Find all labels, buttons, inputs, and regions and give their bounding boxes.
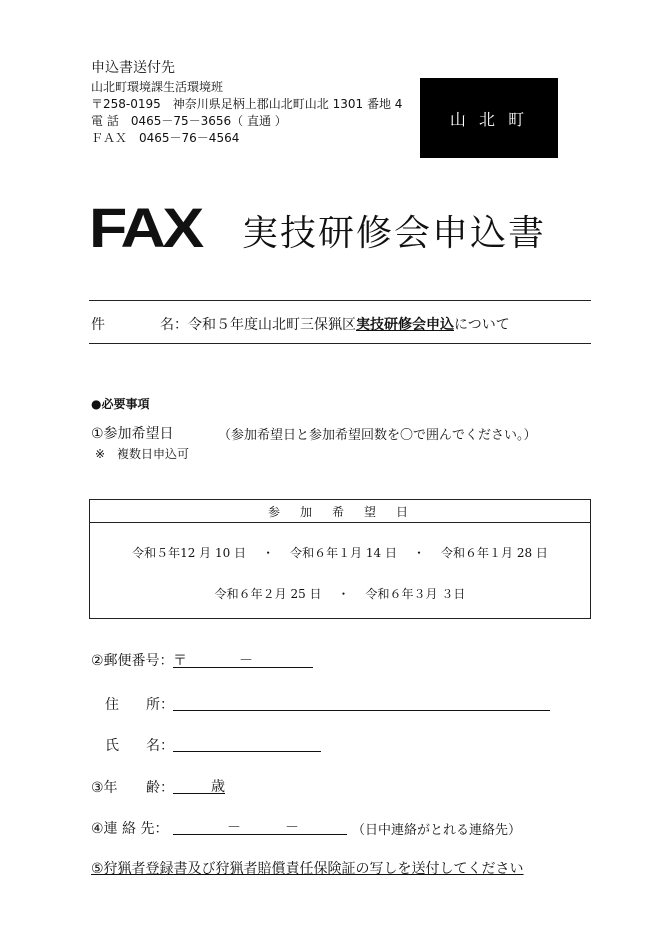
item1-sub: ※ 複数日申込可 bbox=[95, 447, 190, 461]
address-field[interactable] bbox=[173, 693, 550, 711]
subject-prefix: 令和５年度山北町三保猟区 bbox=[188, 317, 356, 333]
contact-label: ④連 絡 先： bbox=[91, 821, 169, 837]
postal-mark: 〒 bbox=[173, 653, 187, 669]
postal-dash: － bbox=[239, 653, 253, 669]
age-unit: 歳 bbox=[211, 779, 225, 795]
postal-field[interactable] bbox=[173, 650, 313, 668]
subject-label-b: 名： bbox=[160, 317, 188, 333]
contact-dash: － bbox=[227, 820, 241, 836]
item1-note: （参加希望日と参加希望回数を〇で囲んでください。） bbox=[218, 428, 537, 443]
dates-row-2 bbox=[90, 585, 590, 602]
date-separator: ・ bbox=[412, 546, 425, 560]
sender-phone: 電 話 0465－75－3656（ 直通 ） bbox=[91, 114, 287, 128]
dates-row-1 bbox=[90, 544, 590, 561]
date-option[interactable]: 令和６年１月 14 日 bbox=[290, 546, 397, 560]
contact-field[interactable] bbox=[173, 817, 347, 835]
date-option[interactable]: 令和５年12 月 10 日 bbox=[132, 546, 247, 560]
name-label-b: 名： bbox=[146, 738, 174, 754]
subject-bottom-rule bbox=[89, 343, 591, 344]
date-option[interactable]: 令和６年１月 28 日 bbox=[441, 546, 548, 560]
age-field[interactable] bbox=[173, 776, 225, 794]
date-option[interactable]: 令和６年２月 25 日 bbox=[214, 587, 322, 601]
dates-table bbox=[89, 499, 591, 619]
town-badge: 山 北 町 bbox=[420, 78, 558, 158]
name-label-a: 氏 bbox=[105, 738, 119, 754]
postal-label: ②郵便番号： bbox=[91, 653, 174, 669]
date-option[interactable]: 令和６年３月 ３日 bbox=[365, 587, 466, 601]
contact-note: （日中連絡がとれる連絡先） bbox=[352, 823, 522, 838]
dates-table-header: 参 加 希 望 日 bbox=[90, 500, 590, 523]
subject-emphasis: 実技研修会申込 bbox=[356, 317, 454, 333]
sender-heading: 申込書送付先 bbox=[91, 60, 175, 76]
sender-fax: ＦＡＸ 0465－76－4564 bbox=[91, 131, 240, 145]
subject-line bbox=[160, 314, 510, 334]
subject-label-a: 件 bbox=[91, 317, 105, 333]
age-label-a: ③年 bbox=[91, 780, 118, 796]
address-label-a: 住 bbox=[105, 697, 119, 713]
age-label-b: 齢： bbox=[146, 780, 174, 796]
sender-address: 〒258-0195 神奈川県足柄上郡山北町山北 1301 番地 4 bbox=[91, 97, 403, 111]
contact-dash: － bbox=[285, 820, 299, 836]
requirements-heading: ●必要事項 bbox=[91, 397, 150, 411]
name-field[interactable] bbox=[173, 734, 321, 752]
date-separator: ・ bbox=[337, 587, 350, 601]
item1-label: ①参加希望日 bbox=[91, 426, 174, 442]
item5-instruction: ⑤狩猟者登録書及び狩猟者賠償責任保険証の写しを送付してください bbox=[91, 861, 524, 877]
address-label-b: 所： bbox=[146, 697, 174, 713]
subject-suffix: について bbox=[454, 317, 510, 333]
sender-office: 山北町環境課生活環境班 bbox=[91, 80, 224, 94]
subject-top-rule bbox=[89, 300, 591, 301]
document-title: 実技研修会申込書 bbox=[242, 213, 547, 254]
date-separator: ・ bbox=[262, 546, 275, 560]
fax-logo: FAX bbox=[89, 196, 201, 259]
